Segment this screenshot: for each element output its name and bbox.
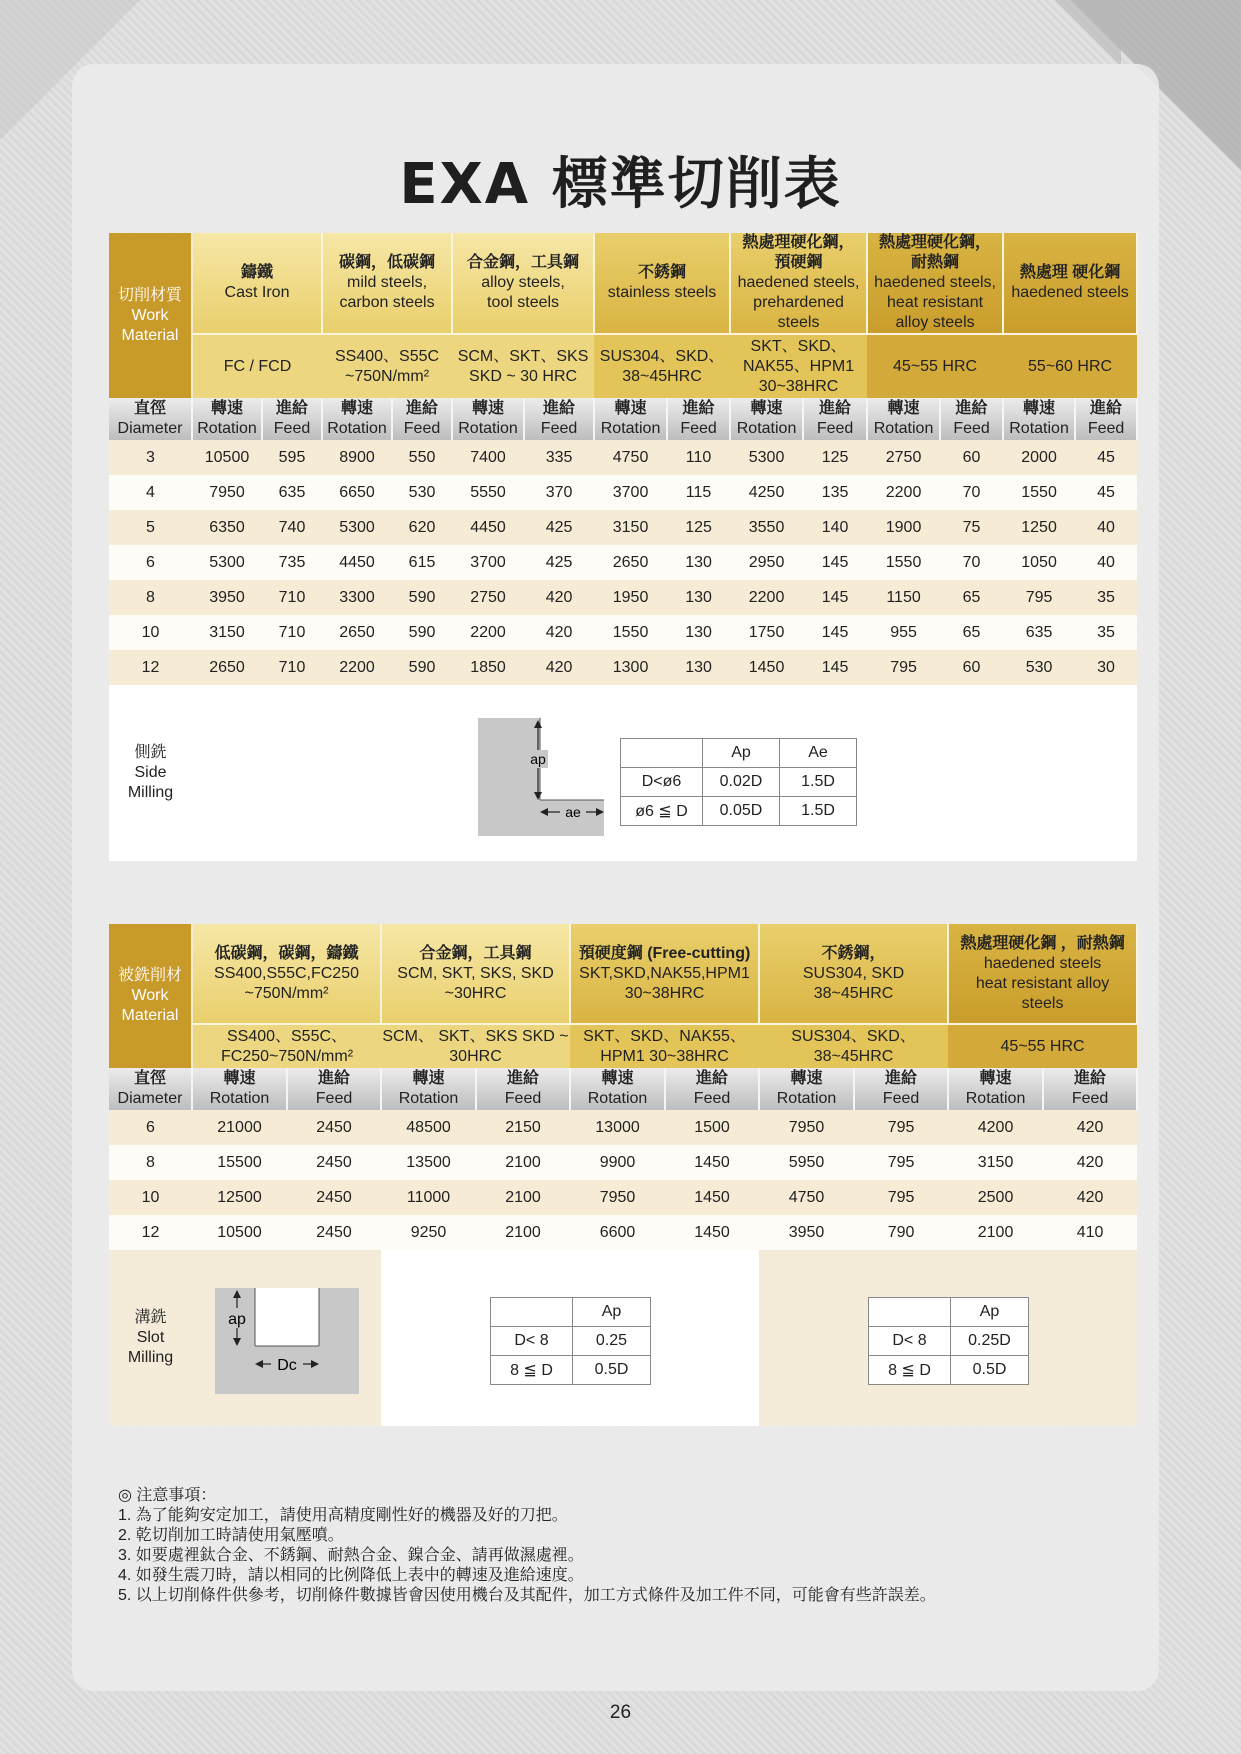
feed-header: 進給 Feed: [940, 398, 1003, 440]
rotation-cell: 48500: [381, 1110, 476, 1145]
material-header: 熱處理硬化鋼 ，耐熱鋼 haedened steels heat resistant alloy steels: [948, 924, 1137, 1024]
rotation-cell: 3950: [759, 1215, 854, 1250]
feed-cell: 710: [262, 580, 322, 615]
note-item: 5. 以上切削條件供參考，切削條件數據皆會因使用機台及其配件，加工方式條件及加工件不同，可能會有些許誤差。: [118, 1587, 936, 1604]
material-header: 合金鋼，工具鋼 SCM, SKT, SKS, SKD ~30HRC: [381, 924, 570, 1024]
feed-cell: 2100: [476, 1215, 570, 1250]
rotation-cell: 9900: [570, 1145, 665, 1180]
rotation-header: 轉速 Rotation: [1003, 398, 1075, 440]
feed-cell: 710: [262, 615, 322, 650]
feed-cell: 530: [392, 475, 452, 510]
rotation-cell: 1250: [1003, 510, 1075, 545]
rotation-cell: 5300: [730, 440, 803, 475]
rotation-cell: 9250: [381, 1215, 476, 1250]
feed-cell: 125: [667, 510, 730, 545]
rotation-header: 轉速 Rotation: [867, 398, 940, 440]
rotation-cell: 795: [867, 650, 940, 685]
feed-cell: 60: [940, 650, 1003, 685]
rotation-cell: 1050: [1003, 545, 1075, 580]
rotation-cell: 4450: [322, 545, 392, 580]
rotation-header: 轉速 Rotation: [192, 398, 262, 440]
rotation-cell: 1550: [867, 545, 940, 580]
material-header: 熱處理硬化鋼， 耐熱鋼 haedened steels, heat resistant alloy steels: [867, 233, 1003, 334]
rotation-cell: 5550: [452, 475, 524, 510]
rotation-cell: 1750: [730, 615, 803, 650]
feed-cell: 35: [1075, 615, 1137, 650]
diameter-cell: 8: [109, 1145, 192, 1180]
feed-cell: 2450: [287, 1180, 381, 1215]
page-title: EXA 標準切削表: [399, 152, 842, 217]
material-grade: SCM、SKT、SKS SKD ~ 30 HRC: [452, 334, 594, 398]
feed-cell: 115: [667, 475, 730, 510]
feed-cell: 65: [940, 580, 1003, 615]
rotation-cell: 6350: [192, 510, 262, 545]
rotation-cell: 1850: [452, 650, 524, 685]
material-header: 熱處理硬化鋼， 預硬鋼 haedened steels, prehardened steels: [730, 233, 867, 334]
dc-label: Dc: [277, 1357, 297, 1374]
material-grade: SS400、S55C、 FC250~750N/mm²: [192, 1024, 381, 1068]
feed-cell: 145: [803, 615, 867, 650]
rotation-cell: 3300: [322, 580, 392, 615]
side-milling-label: 側銑 Side Milling: [109, 685, 192, 861]
rotation-cell: 21000: [192, 1110, 287, 1145]
rotation-cell: 10500: [192, 440, 262, 475]
material-header: 熱處理 硬化鋼 haedened steels: [1003, 233, 1137, 334]
feed-cell: 145: [803, 650, 867, 685]
table-row: [109, 475, 1137, 510]
rotation-cell: 2650: [594, 545, 667, 580]
work-material-label: 被銑削材 Work Material: [109, 924, 192, 1068]
feed-header: 進給 Feed: [262, 398, 322, 440]
rotation-cell: 2750: [867, 440, 940, 475]
feed-cell: 1450: [665, 1180, 759, 1215]
rotation-cell: 1950: [594, 580, 667, 615]
feed-cell: 420: [1043, 1110, 1137, 1145]
rotation-cell: 2100: [948, 1215, 1043, 1250]
material-grade: SKT、SKD、 NAK55、HPM1 30~38HRC: [730, 334, 867, 398]
diameter-cell: 6: [109, 1110, 192, 1145]
feed-cell: 795: [854, 1110, 948, 1145]
feed-cell: 1450: [665, 1145, 759, 1180]
slot-params-left: Ap D< 8 0.25 8 ≦ D 0.5D: [490, 1297, 651, 1385]
feed-cell: 1500: [665, 1110, 759, 1145]
feed-header: 進給 Feed: [854, 1068, 948, 1110]
material-header: 預硬度鋼 (Free-cutting) SKT,SKD,NAK55,HPM1 30~38HRC: [570, 924, 759, 1024]
diameter-cell: 12: [109, 650, 192, 685]
ap-label: ap: [530, 751, 546, 767]
feed-cell: 135: [803, 475, 867, 510]
diameter-header: 直徑 Diameter: [109, 1068, 192, 1110]
feed-cell: 2450: [287, 1145, 381, 1180]
material-grade: 55~60 HRC: [1003, 334, 1137, 398]
rotation-cell: 955: [867, 615, 940, 650]
note-item: 4. 如發生震刀時，請以相同的比例降低上表中的轉速及進給速度。: [118, 1567, 584, 1584]
rotation-cell: 635: [1003, 615, 1075, 650]
feed-cell: 590: [392, 615, 452, 650]
diameter-header: 直徑 Diameter: [109, 398, 192, 440]
table-row: [109, 1145, 1137, 1180]
table-row: [109, 440, 1137, 475]
rotation-cell: 4200: [948, 1110, 1043, 1145]
feed-cell: 370: [524, 475, 594, 510]
rotation-cell: 5300: [192, 545, 262, 580]
rotation-cell: 4450: [452, 510, 524, 545]
rotation-cell: 4750: [759, 1180, 854, 1215]
rotation-cell: 795: [1003, 580, 1075, 615]
rotation-cell: 1900: [867, 510, 940, 545]
feed-cell: 35: [1075, 580, 1137, 615]
rotation-cell: 2000: [1003, 440, 1075, 475]
rotation-cell: 3950: [192, 580, 262, 615]
feed-cell: 145: [803, 580, 867, 615]
feed-cell: 110: [667, 440, 730, 475]
rotation-cell: 8900: [322, 440, 392, 475]
feed-cell: 735: [262, 545, 322, 580]
rotation-cell: 2200: [730, 580, 803, 615]
feed-header: 進給 Feed: [287, 1068, 381, 1110]
rotation-cell: 3700: [594, 475, 667, 510]
diameter-cell: 6: [109, 545, 192, 580]
rotation-header: 轉速 Rotation: [594, 398, 667, 440]
rotation-header: 轉速 Rotation: [570, 1068, 665, 1110]
rotation-cell: 7950: [759, 1110, 854, 1145]
material-grade: FC / FCD: [192, 334, 322, 398]
diameter-cell: 5: [109, 510, 192, 545]
rotation-cell: 4250: [730, 475, 803, 510]
rotation-cell: 5300: [322, 510, 392, 545]
rotation-header: 轉速 Rotation: [322, 398, 392, 440]
feed-header: 進給 Feed: [1075, 398, 1137, 440]
feed-cell: 420: [524, 580, 594, 615]
feed-cell: 795: [854, 1145, 948, 1180]
feed-cell: 60: [940, 440, 1003, 475]
feed-cell: 1450: [665, 1215, 759, 1250]
material-header: 不銹鋼 stainless steels: [594, 233, 730, 334]
note-item: 3. 如要處裡鈦合金、不銹鋼、耐熱合金、鎳合金、請再做濕處裡。: [118, 1547, 584, 1564]
feed-cell: 335: [524, 440, 594, 475]
rotation-cell: 10500: [192, 1215, 287, 1250]
feed-cell: 420: [524, 650, 594, 685]
table-row: [109, 545, 1137, 580]
feed-cell: 30: [1075, 650, 1137, 685]
notes: [118, 1486, 936, 1606]
table-row: [109, 1215, 1137, 1250]
slot-params-right: Ap D< 8 0.25D 8 ≦ D 0.5D: [868, 1297, 1029, 1385]
rotation-cell: 2200: [452, 615, 524, 650]
feed-header: 進給 Feed: [1043, 1068, 1137, 1110]
diameter-cell: 12: [109, 1215, 192, 1250]
feed-header: 進給 Feed: [803, 398, 867, 440]
feed-cell: 740: [262, 510, 322, 545]
material-grade: 45~55 HRC: [867, 334, 1003, 398]
rotation-cell: 5950: [759, 1145, 854, 1180]
feed-cell: 425: [524, 545, 594, 580]
feed-header: 進給 Feed: [524, 398, 594, 440]
table-row: [109, 1180, 1137, 1215]
rotation-cell: 2200: [322, 650, 392, 685]
feed-cell: 420: [1043, 1180, 1137, 1215]
feed-cell: 45: [1075, 475, 1137, 510]
diameter-cell: 3: [109, 440, 192, 475]
material-header: 合金鋼，工具鋼 alloy steels, tool steels: [452, 233, 594, 334]
feed-cell: 425: [524, 510, 594, 545]
material-header: 低碳鋼，碳鋼，鑄鐵 SS400,S55C,FC250 ~750N/mm²: [192, 924, 381, 1024]
rotation-cell: 6650: [322, 475, 392, 510]
rotation-header: 轉速 Rotation: [381, 1068, 476, 1110]
feed-cell: 140: [803, 510, 867, 545]
slot-milling-label: 溝銑 Slot Milling: [109, 1250, 192, 1426]
side-milling-params: Ap Ae D<ø6 0.02D 1.5D ø6 ≦ D 0.05D 1.5D: [620, 738, 857, 826]
background-decoration: [1055, 0, 1121, 66]
feed-cell: 620: [392, 510, 452, 545]
rotation-cell: 11000: [381, 1180, 476, 1215]
rotation-cell: 1150: [867, 580, 940, 615]
rotation-cell: 1550: [1003, 475, 1075, 510]
rotation-cell: 2650: [322, 615, 392, 650]
rotation-header: 轉速 Rotation: [730, 398, 803, 440]
feed-cell: 635: [262, 475, 322, 510]
feed-cell: 710: [262, 650, 322, 685]
diameter-cell: 8: [109, 580, 192, 615]
feed-cell: 2150: [476, 1110, 570, 1145]
rotation-cell: 6600: [570, 1215, 665, 1250]
slot-milling-diagram: [215, 1288, 359, 1394]
side-milling-diagram: [478, 718, 604, 836]
feed-cell: 70: [940, 545, 1003, 580]
feed-cell: 615: [392, 545, 452, 580]
rotation-cell: 4750: [594, 440, 667, 475]
feed-cell: 125: [803, 440, 867, 475]
material-header: 鑄鐵 Cast Iron: [192, 233, 322, 334]
feed-header: 進給 Feed: [665, 1068, 759, 1110]
rotation-cell: 12500: [192, 1180, 287, 1215]
rotation-cell: 13500: [381, 1145, 476, 1180]
ap-label: ap: [228, 1311, 246, 1328]
rotation-cell: 15500: [192, 1145, 287, 1180]
diameter-cell: 10: [109, 615, 192, 650]
feed-cell: 130: [667, 545, 730, 580]
feed-cell: 595: [262, 440, 322, 475]
diameter-cell: 4: [109, 475, 192, 510]
table-row: [109, 510, 1137, 545]
rotation-header: 轉速 Rotation: [192, 1068, 287, 1110]
rotation-cell: 2750: [452, 580, 524, 615]
feed-cell: 145: [803, 545, 867, 580]
rotation-cell: 3700: [452, 545, 524, 580]
material-grade: 45~55 HRC: [948, 1024, 1137, 1068]
feed-cell: 2450: [287, 1110, 381, 1145]
feed-cell: 590: [392, 580, 452, 615]
material-grade: SCM、 SKT、SKS SKD ~ 30HRC: [381, 1024, 570, 1068]
feed-cell: 40: [1075, 545, 1137, 580]
feed-cell: 130: [667, 615, 730, 650]
work-material-label: 切削材質 Work Material: [109, 233, 192, 398]
rotation-cell: 7400: [452, 440, 524, 475]
feed-cell: 45: [1075, 440, 1137, 475]
rotation-cell: 1300: [594, 650, 667, 685]
feed-cell: 420: [1043, 1145, 1137, 1180]
page-number: 26: [609, 1702, 632, 1723]
ae-label: ae: [565, 804, 581, 820]
feed-cell: 2450: [287, 1215, 381, 1250]
feed-cell: 795: [854, 1180, 948, 1215]
rotation-cell: 530: [1003, 650, 1075, 685]
material-grade: SS400、S55C ~750N/mm²: [322, 334, 452, 398]
rotation-cell: 2200: [867, 475, 940, 510]
material-header: 碳鋼，低碳鋼 mild steels, carbon steels: [322, 233, 452, 334]
feed-cell: 790: [854, 1215, 948, 1250]
rotation-cell: 7950: [570, 1180, 665, 1215]
rotation-cell: 3550: [730, 510, 803, 545]
rotation-cell: 2650: [192, 650, 262, 685]
notes-heading: ◎ 注意事項：: [118, 1487, 217, 1504]
feed-header: 進給 Feed: [392, 398, 452, 440]
rotation-cell: 3150: [192, 615, 262, 650]
table-row: [109, 615, 1137, 650]
rotation-cell: 13000: [570, 1110, 665, 1145]
rotation-header: 轉速 Rotation: [948, 1068, 1043, 1110]
rotation-cell: 7950: [192, 475, 262, 510]
feed-cell: 590: [392, 650, 452, 685]
feed-cell: 130: [667, 650, 730, 685]
rotation-cell: 2950: [730, 545, 803, 580]
note-item: 2. 乾切削加工時請使用氣壓噴。: [118, 1527, 344, 1544]
rotation-cell: 1450: [730, 650, 803, 685]
feed-cell: 2100: [476, 1145, 570, 1180]
diameter-cell: 10: [109, 1180, 192, 1215]
rotation-header: 轉速 Rotation: [759, 1068, 854, 1110]
table-row: [109, 580, 1137, 615]
material-header: 不銹鋼， SUS304, SKD 38~45HRC: [759, 924, 948, 1024]
feed-header: 進給 Feed: [476, 1068, 570, 1110]
rotation-cell: 1550: [594, 615, 667, 650]
table-row: [109, 650, 1137, 685]
feed-cell: 550: [392, 440, 452, 475]
feed-cell: 130: [667, 580, 730, 615]
feed-cell: 70: [940, 475, 1003, 510]
rotation-header: 轉速 Rotation: [452, 398, 524, 440]
feed-header: 進給 Feed: [667, 398, 730, 440]
rotation-cell: 2500: [948, 1180, 1043, 1215]
feed-cell: 2100: [476, 1180, 570, 1215]
material-grade: SUS304、SKD、 38~45HRC: [594, 334, 730, 398]
feed-cell: 65: [940, 615, 1003, 650]
feed-cell: 75: [940, 510, 1003, 545]
material-grade: SUS304、SKD、 38~45HRC: [759, 1024, 948, 1068]
material-grade: SKT、SKD、NAK55、 HPM1 30~38HRC: [570, 1024, 759, 1068]
table-row: [109, 1110, 1137, 1145]
rotation-cell: 3150: [594, 510, 667, 545]
rotation-cell: 3150: [948, 1145, 1043, 1180]
feed-cell: 40: [1075, 510, 1137, 545]
feed-cell: 420: [524, 615, 594, 650]
feed-cell: 410: [1043, 1215, 1137, 1250]
note-item: 1. 為了能夠安定加工，請使用高精度剛性好的機器及好的刀把。: [118, 1507, 568, 1524]
